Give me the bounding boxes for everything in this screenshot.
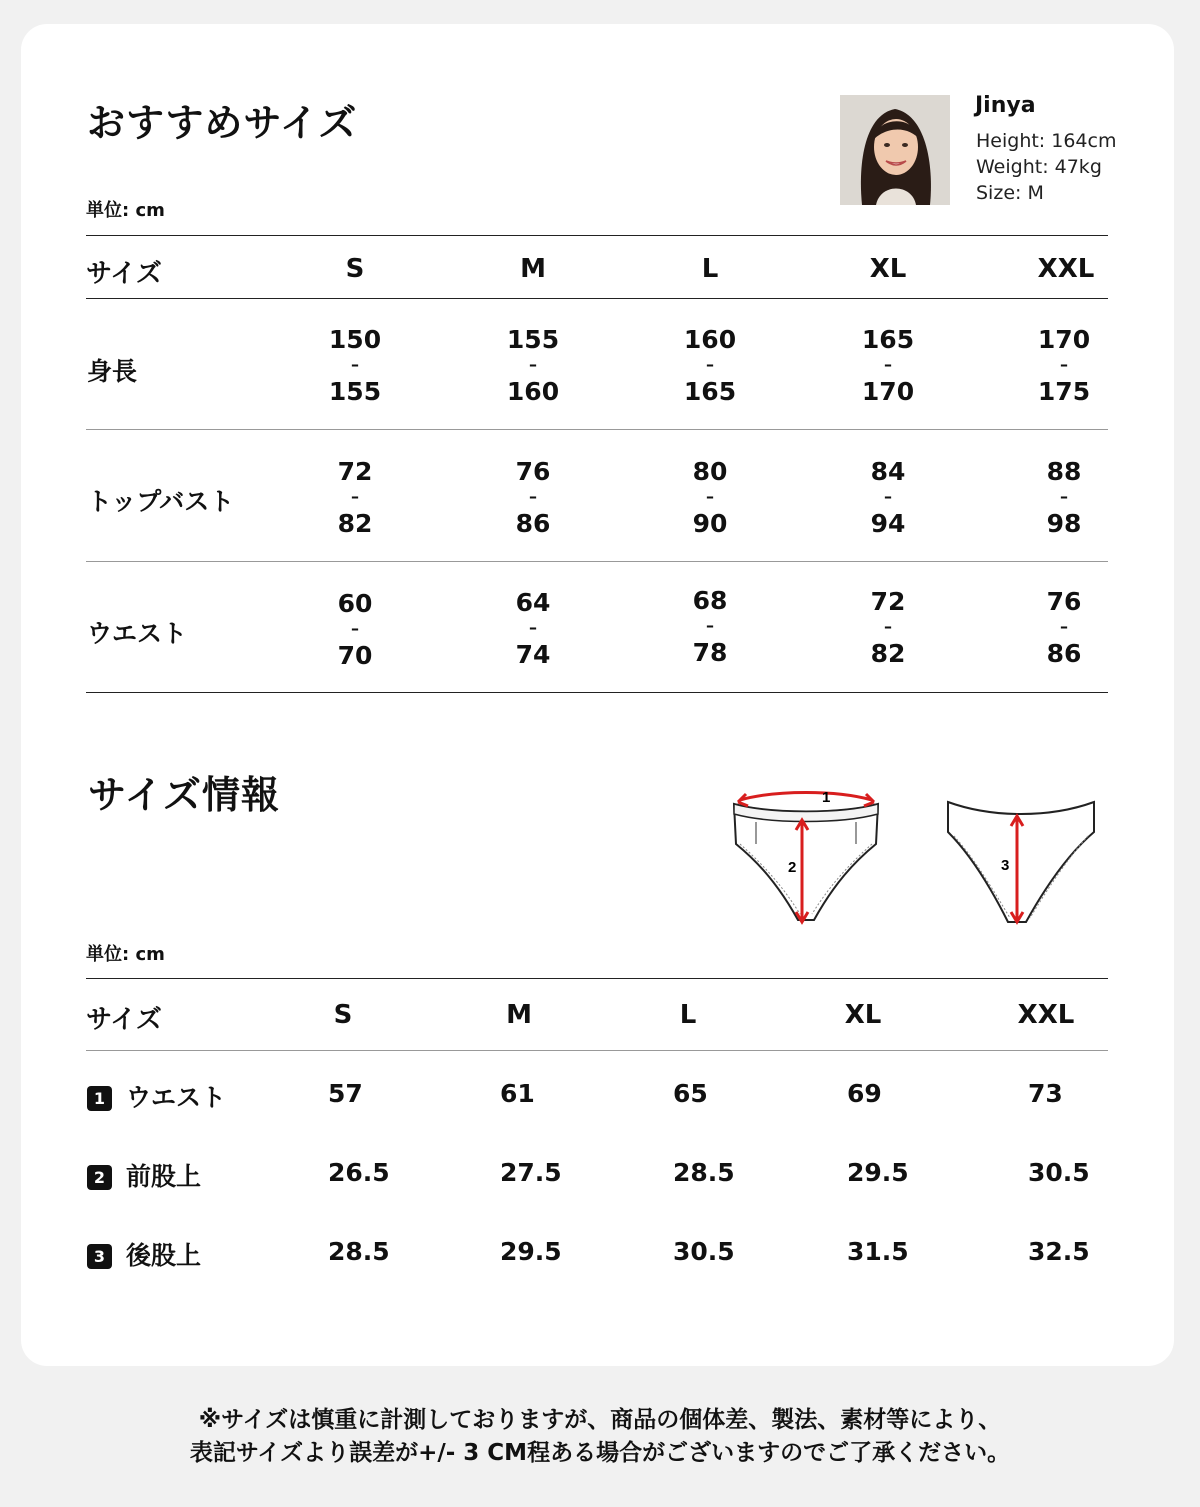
footnote-line-1: ※サイズは慎重に計測しておりますが、商品の個体差、製法、素材等により、 [198, 1407, 1002, 1433]
table-cell: 155 – 160 [506, 325, 560, 406]
table-cell: 88 – 98 [1046, 457, 1082, 538]
recommend-col-l: L [701, 254, 719, 284]
info-row-label-front-rise: 2 前股上 [87, 1157, 201, 1193]
diagram-mark-3: 3 [1001, 857, 1010, 874]
table-cell: 72 – 82 [337, 457, 373, 538]
table-cell: 73 [1028, 1079, 1063, 1108]
table-cell: 29.5 [847, 1158, 909, 1187]
table-cell: 30.5 [673, 1237, 735, 1266]
table-cell: 165 – 170 [861, 325, 915, 406]
model-size: Size: M [976, 182, 1044, 204]
recommend-col-xxl: XXL [1037, 254, 1095, 284]
table-cell: 26.5 [328, 1158, 390, 1187]
table-cell: 76 – 86 [1046, 587, 1082, 668]
info-top-rule [86, 978, 1108, 979]
diagram-mark-2: 2 [788, 859, 797, 876]
row-divider [86, 429, 1108, 430]
table-cell: 27.5 [500, 1158, 562, 1187]
table-cell: 150 – 155 [328, 325, 382, 406]
model-name: Jinya [975, 93, 1036, 118]
badge-3: 3 [87, 1244, 112, 1269]
table-cell: 170 – 175 [1037, 325, 1091, 406]
recommend-col-m: M [520, 254, 546, 284]
table-cell: 72 – 82 [870, 587, 906, 668]
table-cell: 64 – 74 [515, 588, 551, 669]
info-header-rule [86, 1050, 1108, 1051]
recommend-col-xl: XL [869, 254, 907, 284]
row-label-waist: ウエスト [87, 619, 188, 648]
table-cell: 65 [673, 1079, 708, 1108]
table-cell: 29.5 [500, 1237, 562, 1266]
info-col-l: L [679, 1000, 697, 1030]
table-cell: 80 – 90 [692, 457, 728, 538]
info-col-s: S [333, 1000, 353, 1030]
recommend-title: おすすめサイズ [87, 101, 358, 145]
info-row-label-waist: 1 ウエスト [87, 1078, 226, 1114]
table-cell: 61 [500, 1079, 535, 1108]
recommend-col-s: S [345, 254, 365, 284]
info-header-label: サイズ [86, 1005, 162, 1035]
table-cell: 31.5 [847, 1237, 909, 1266]
recommend-header-label: サイズ [86, 259, 162, 289]
footnote-line-2: 表記サイズより誤差が+/- 3 CM程ある場合がございますのでご了承ください。 [189, 1440, 1011, 1466]
table-cell: 32.5 [1028, 1237, 1090, 1266]
table-cell: 160 – 165 [683, 325, 737, 406]
table-cell: 68 – 78 [692, 586, 728, 667]
row-label-height: 身長 [87, 357, 138, 386]
badge-1: 1 [87, 1086, 112, 1111]
info-unit: 単位: cm [86, 944, 165, 965]
row-label-top-bust: トップバスト [87, 487, 235, 516]
info-title: サイズ情報 [88, 773, 280, 817]
table-cell: 30.5 [1028, 1158, 1090, 1187]
info-col-xl: XL [844, 1000, 882, 1030]
diagram-mark-1: 1 [822, 789, 831, 806]
table-top-rule [86, 235, 1108, 236]
front-garment-diagram [726, 784, 886, 930]
info-col-m: M [506, 1000, 532, 1030]
info-row-label-back-rise: 3 後股上 [87, 1236, 201, 1272]
table-header-rule [86, 298, 1108, 299]
table-cell: 60 – 70 [337, 589, 373, 670]
table-bottom-rule [86, 692, 1108, 693]
table-cell: 57 [328, 1079, 363, 1108]
model-photo [840, 95, 950, 205]
model-weight: Weight: 47kg [976, 156, 1102, 178]
table-cell: 76 – 86 [515, 457, 551, 538]
table-cell: 69 [847, 1079, 882, 1108]
table-cell: 84 – 94 [870, 457, 906, 538]
table-cell: 28.5 [328, 1237, 390, 1266]
back-garment-diagram [942, 796, 1100, 928]
info-col-xxl: XXL [1017, 1000, 1075, 1030]
table-cell: 28.5 [673, 1158, 735, 1187]
row-divider [86, 561, 1108, 562]
recommend-unit: 単位: cm [86, 200, 165, 221]
model-height: Height: 164cm [976, 130, 1117, 152]
badge-2: 2 [87, 1165, 112, 1190]
